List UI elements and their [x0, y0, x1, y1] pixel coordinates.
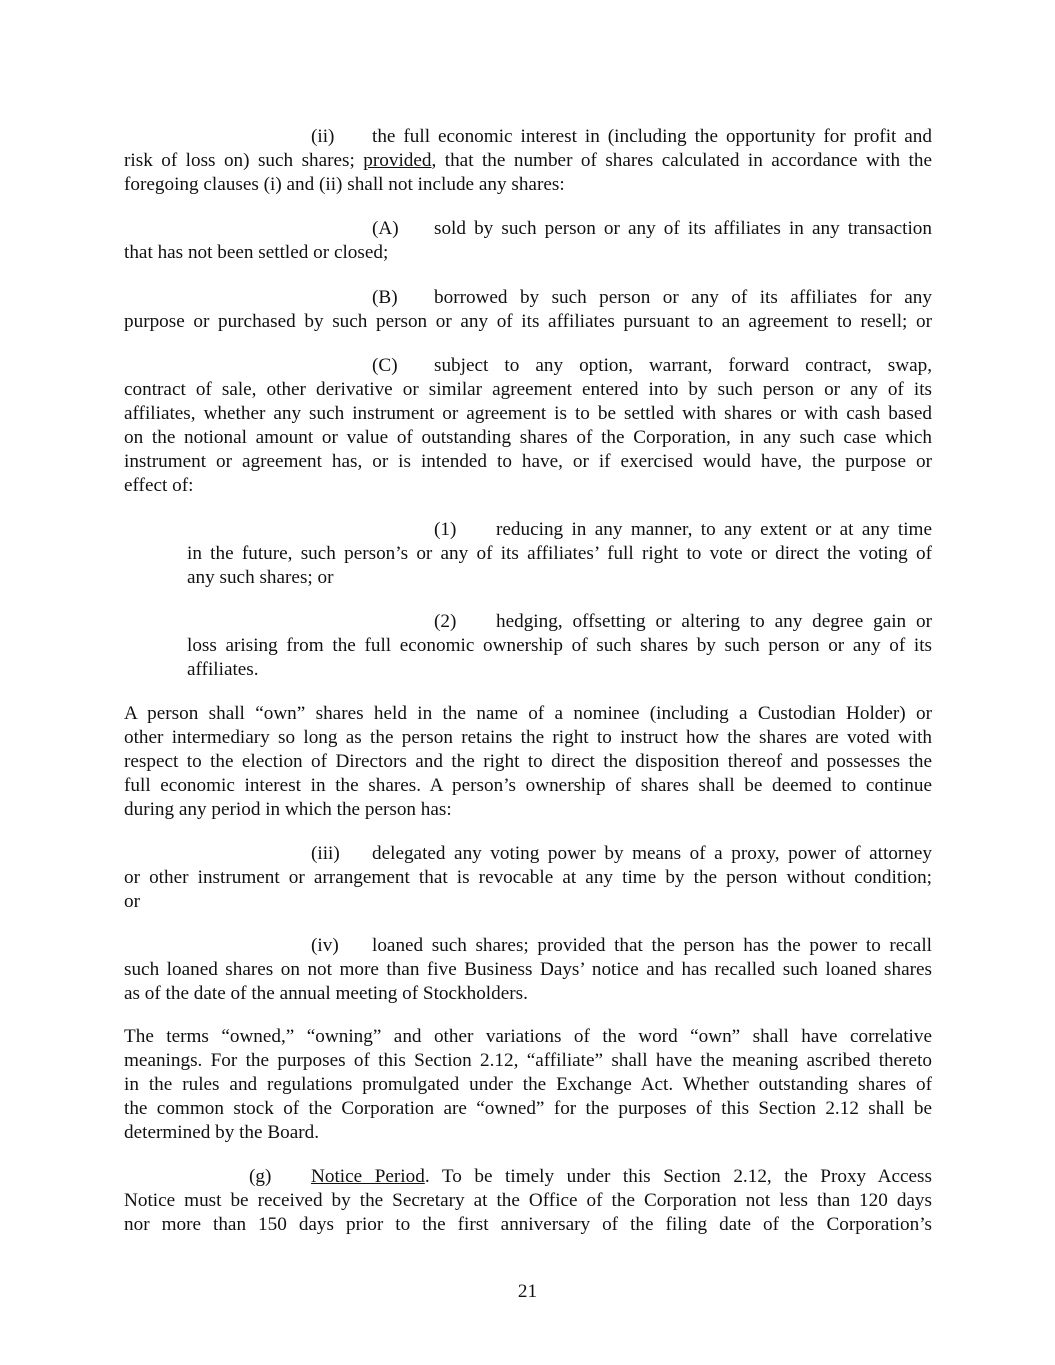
- clause-2-line: hedging, offsetting or altering to any degree gain or: [496, 611, 932, 632]
- clause-B-line: purpose or purchased by such person or any of its affiliates pursuant to an agreement to resell; or: [124, 311, 932, 332]
- clause-A-line: sold by such person or any of its affiliates in any transaction: [434, 218, 932, 239]
- clause-ii-line: foregoing clauses (i) and (ii) shall not include any shares:: [124, 174, 565, 195]
- clause-C-line: effect of:: [124, 475, 194, 496]
- clause-iii-line: or other instrument or arrangement that is revocable at any time by the person without condition;: [124, 867, 932, 888]
- clause-iii-line: or: [124, 891, 140, 912]
- clause-iv-line: loaned such shares; provided that the person has the power to recall: [372, 935, 932, 956]
- clause-g-line: nor more than 150 days prior to the first anniversary of the filing date of the Corporation’s: [124, 1214, 932, 1235]
- clause-ii-line: the full economic interest in (including the opportunity for profit and: [372, 126, 932, 147]
- paragraph-line: the common stock of the Corporation are “owned” for the purposes of this Section 2.12 shall be: [124, 1098, 932, 1119]
- clause-g-line: Notice Period. To be timely under this Section 2.12, the Proxy Access: [311, 1166, 932, 1187]
- clause-ii-label: (ii): [311, 126, 335, 147]
- clause-iii-label: (iii): [311, 843, 340, 864]
- provided-term: provided: [363, 150, 432, 171]
- clause-C-label: (C): [372, 355, 398, 376]
- clause-1-line: any such shares; or: [187, 567, 334, 588]
- clause-B-line: borrowed by such person or any of its affiliates for any: [434, 287, 932, 308]
- paragraph-line: determined by the Board.: [124, 1122, 320, 1143]
- paragraph-line: A person shall “own” shares held in the name of a nominee (including a Custodian Holder) or: [124, 703, 932, 724]
- clause-iv-line: as of the date of the annual meeting of Stockholders.: [124, 983, 528, 1004]
- clause-1-line: reducing in any manner, to any extent or at any time: [496, 519, 932, 540]
- paragraph-line: during any period in which the person has:: [124, 799, 452, 820]
- clause-1-label: (1): [434, 519, 457, 540]
- clause-1-line: in the future, such person’s or any of its affiliates’ full right to vote or direct the voting of: [187, 543, 932, 564]
- clause-A-label: (A): [372, 218, 399, 239]
- clause-B-label: (B): [372, 287, 398, 308]
- clause-C-line: affiliates, whether any such instrument or agreement is to be settled with shares or with cash based: [124, 403, 932, 424]
- clause-C-line: instrument or agreement has, or is intended to have, or if exercised would have, the purpose or: [124, 451, 932, 472]
- clause-2-label: (2): [434, 611, 457, 632]
- clause-g-line: Notice must be received by the Secretary at the Office of the Corporation not less than 120 days: [124, 1190, 932, 1211]
- paragraph-line: The terms “owned,” “owning” and other variations of the word “own” shall have correlative: [124, 1026, 932, 1047]
- clause-iv-label: (iv): [311, 935, 339, 956]
- clause-C-line: on the notional amount or value of outstanding shares of the Corporation, in any such case which: [124, 427, 932, 448]
- paragraph-line: meanings. For the purposes of this Section 2.12, “affiliate” shall have the meaning ascribed thereto: [124, 1050, 932, 1071]
- clause-C-line: subject to any option, warrant, forward contract, swap,: [434, 355, 932, 376]
- clause-ii-line: risk of loss on) such shares; provided, that the number of shares calculated in accordance with the: [124, 150, 932, 171]
- paragraph-line: respect to the election of Directors and the right to direct the disposition thereof and possesses the: [124, 751, 932, 772]
- clause-2-line: affiliates.: [187, 659, 259, 680]
- paragraph-line: full economic interest in the shares. A person’s ownership of shares shall be deemed to continue: [124, 775, 932, 796]
- clause-A-line: that has not been settled or closed;: [124, 242, 389, 263]
- page-number: 21: [517, 1281, 538, 1302]
- paragraph-line: in the rules and regulations promulgated under the Exchange Act. Whether outstanding shares of: [124, 1074, 932, 1095]
- clause-g-label: (g): [249, 1166, 272, 1187]
- paragraph-line: other intermediary so long as the person retains the right to instruct how the shares are voted with: [124, 727, 932, 748]
- clause-C-line: contract of sale, other derivative or similar agreement entered into by such person or any of its: [124, 379, 932, 400]
- notice-period-heading: Notice Period: [311, 1166, 425, 1187]
- clause-2-line: loss arising from the full economic ownership of such shares by such person or any of its: [187, 635, 932, 656]
- clause-iii-line: delegated any voting power by means of a proxy, power of attorney: [372, 843, 932, 864]
- clause-iv-line: such loaned shares on not more than five Business Days’ notice and has recalled such loaned shares: [124, 959, 932, 980]
